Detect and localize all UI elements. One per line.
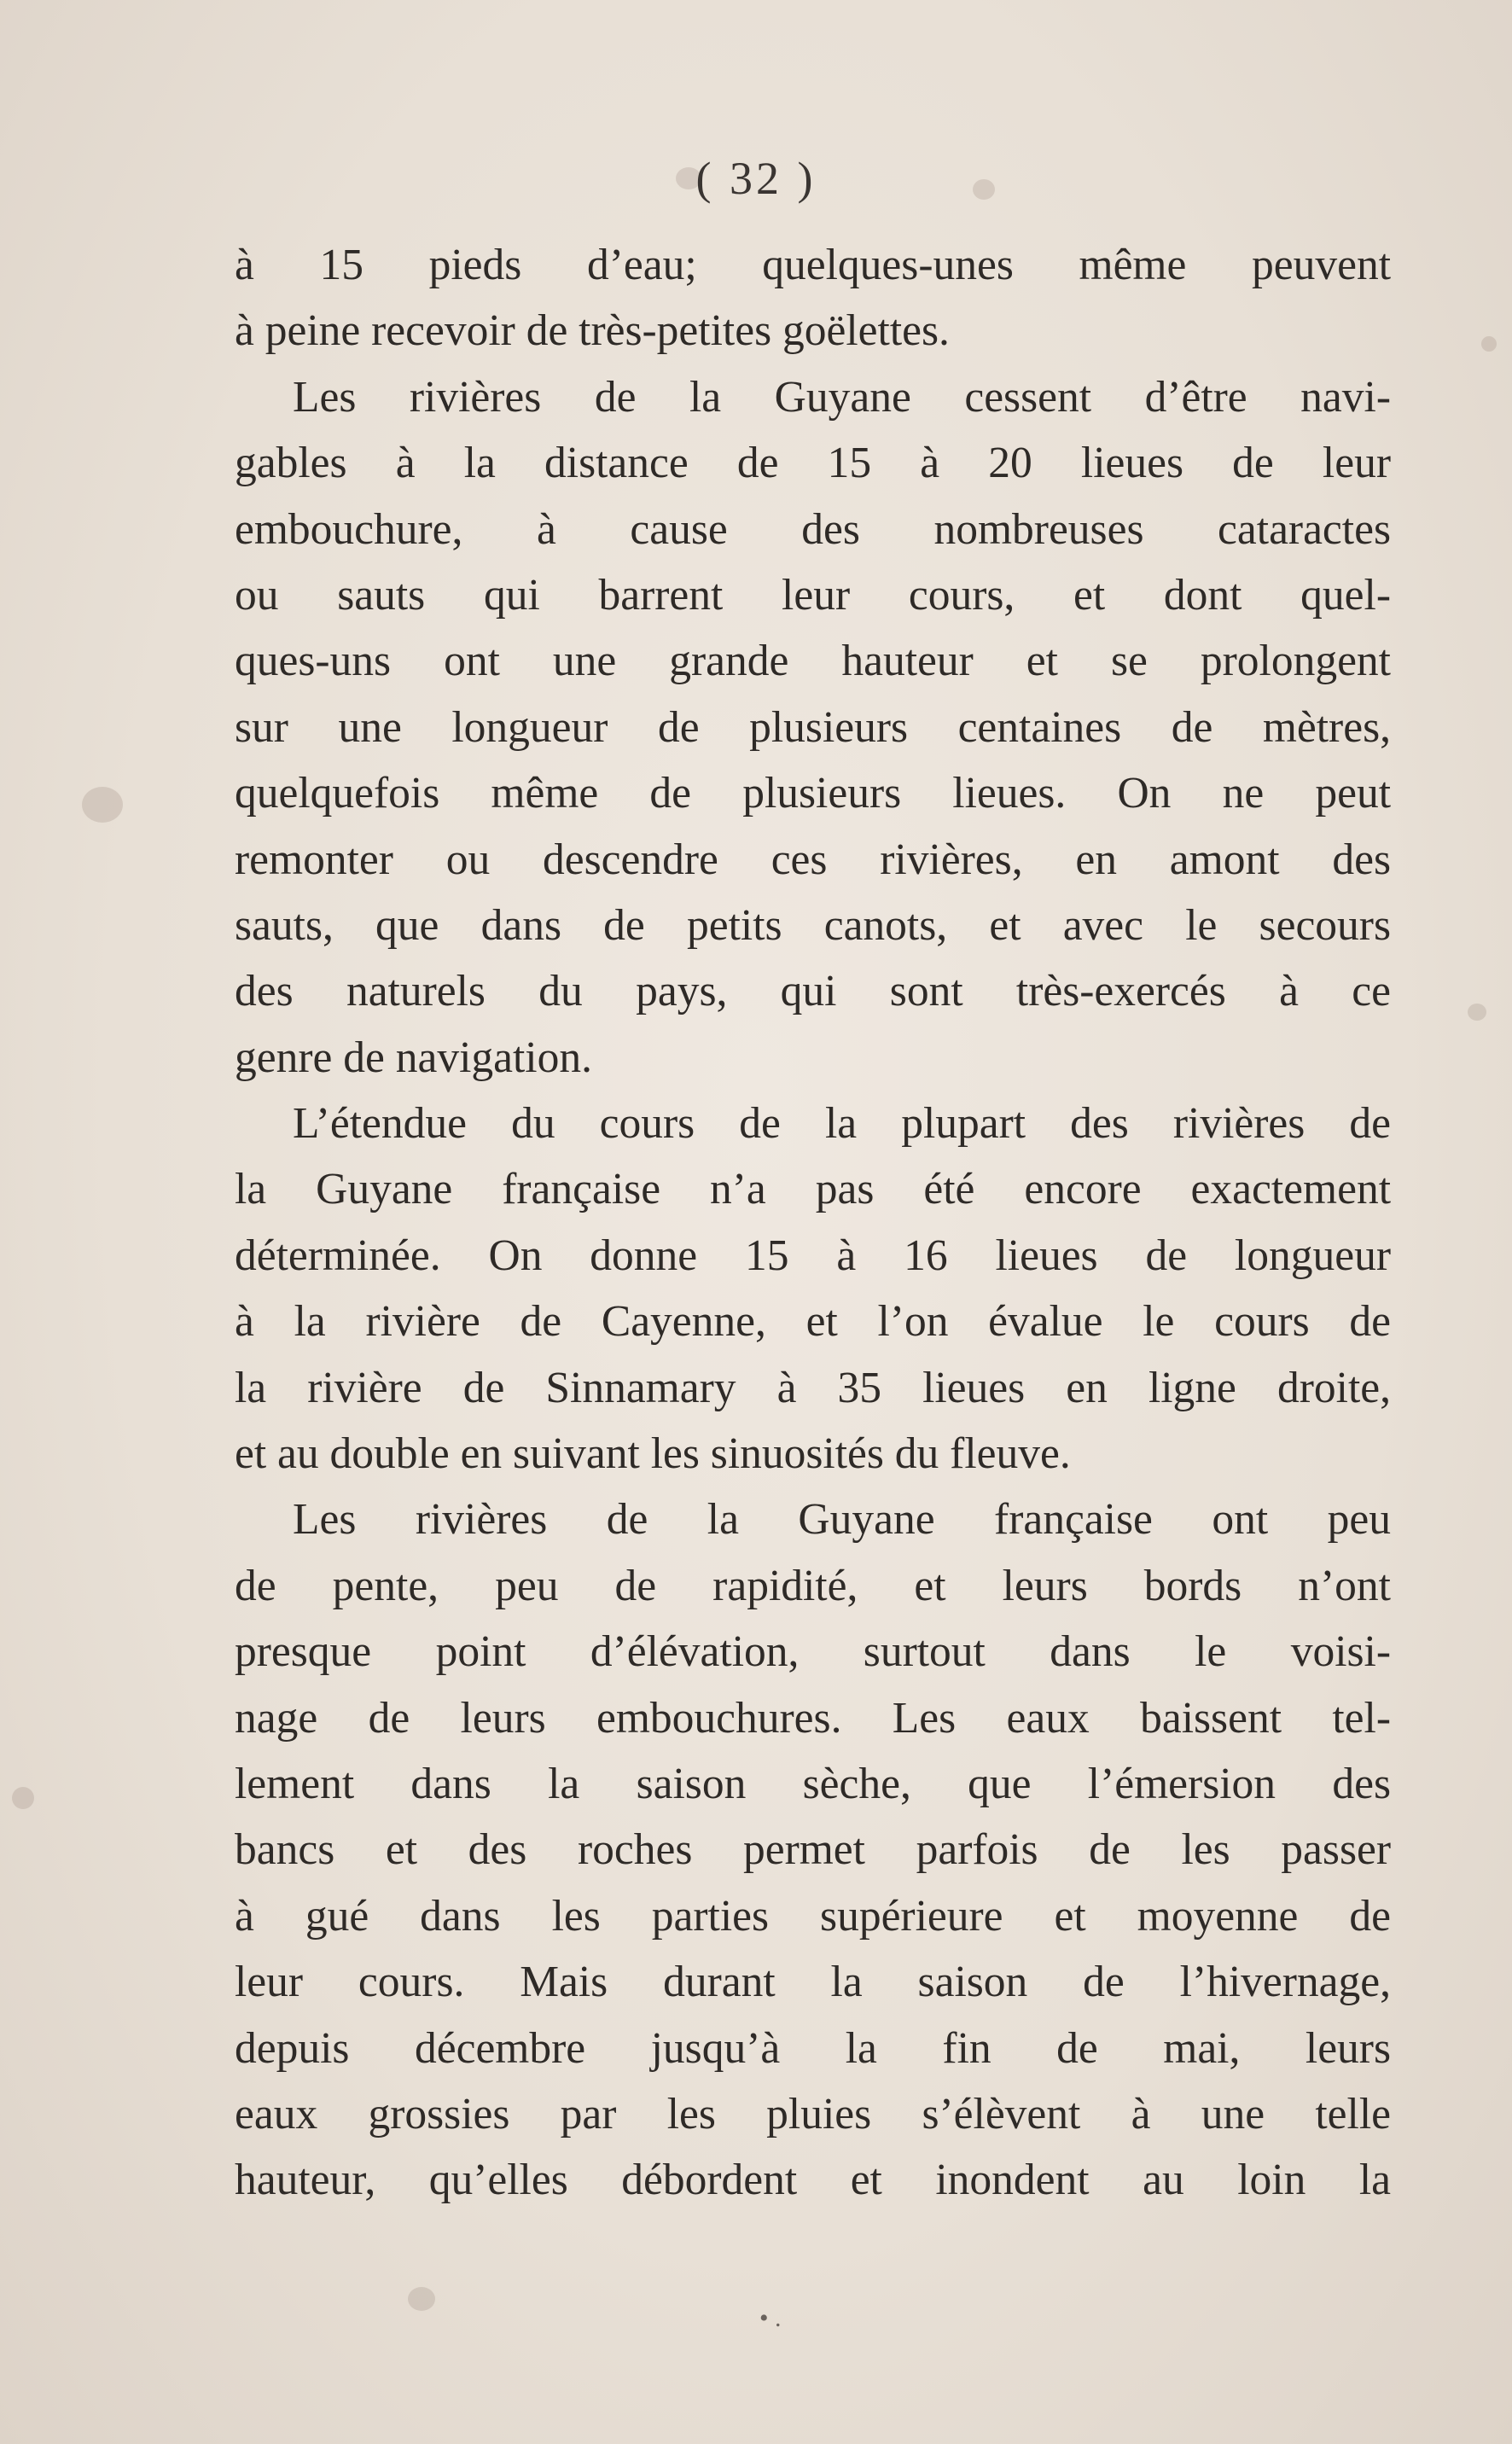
text-line: ques-uns ont une grande hauteur et se prolongent [235,637,1391,686]
text-line: leur cours. Mais durant la saison de l’hivernage, [235,1958,1391,2007]
text-line: sur une longueur de plusieurs centaines de mètres, [235,702,1391,752]
text-line: quelquefois même de plusieurs lieues. On ne peut [235,769,1391,818]
text-line: des naturels du pays, qui sont très-exercés à ce [235,967,1391,1016]
text-line: à 15 pieds d’eau; quelques-unes même peuvent [235,241,1391,289]
text-line: la rivière de Sinnamary à 35 lieues en ligne droite, [235,1363,1391,1412]
text-line: de pente, peu de rapidité, et leurs bords n’ont [235,1561,1391,1610]
foxing-spot [12,1787,34,1809]
body-text [235,232,1391,2214]
text-line: à peine recevoir de très-petites goëlettes. [235,306,950,356]
text-line: et au double en suivant les sinuosités du fleuve. [235,1429,1071,1479]
bottom-mark: • . [759,2304,782,2332]
text-line: bancs et des roches permet parfois de les passer [235,1825,1391,1875]
text-line: nage de leurs embouchures. Les eaux baissent tel- [235,1693,1391,1743]
foxing-spot [1468,1004,1486,1021]
text-line: depuis décembre jusqu’à la fin de mai, leurs [235,2023,1391,2073]
text-line: Les rivières de la Guyane cessent d’être navi- [293,372,1391,422]
foxing-spot [1481,336,1497,352]
text-line: eaux grossies par les pluies s’élèvent à une telle [235,2089,1391,2138]
text-line: L’étendue du cours de la plupart des rivières de [293,1099,1391,1149]
text-line: à la rivière de Cayenne, et l’on évalue le cours de [235,1297,1391,1347]
text-line: presque point d’élévation, surtout dans le voisi- [235,1627,1391,1677]
page-number: ( 32 ) [695,153,817,204]
foxing-spot [82,787,123,823]
text-line: remonter ou descendre ces rivières, en amont des [235,835,1391,884]
text-line: embouchure, à cause des nombreuses cataractes [235,504,1391,554]
text-line: ou sauts qui barrent leur cours, et dont quel- [235,570,1391,620]
text-line: sauts, que dans de petits canots, et avec le secours [235,900,1391,950]
text-line: déterminée. On donne 15 à 16 lieues de longueur [235,1231,1391,1280]
text-line: gables à la distance de 15 à 20 lieues de leur [235,439,1391,488]
text-line: genre de navigation. [235,1033,592,1082]
text-line: lement dans la saison sèche, que l’émersion des [235,1759,1391,1808]
text-line: à gué dans les parties supérieure et moyenne de [235,1891,1391,1941]
text-line: hauteur, qu’elles débordent et inondent au loin la [235,2156,1391,2205]
text-line: Les rivières de la Guyane française ont peu [293,1495,1391,1545]
foxing-spot [408,2287,435,2311]
text-line: la Guyane française n’a pas été encore exactement [235,1165,1391,1214]
